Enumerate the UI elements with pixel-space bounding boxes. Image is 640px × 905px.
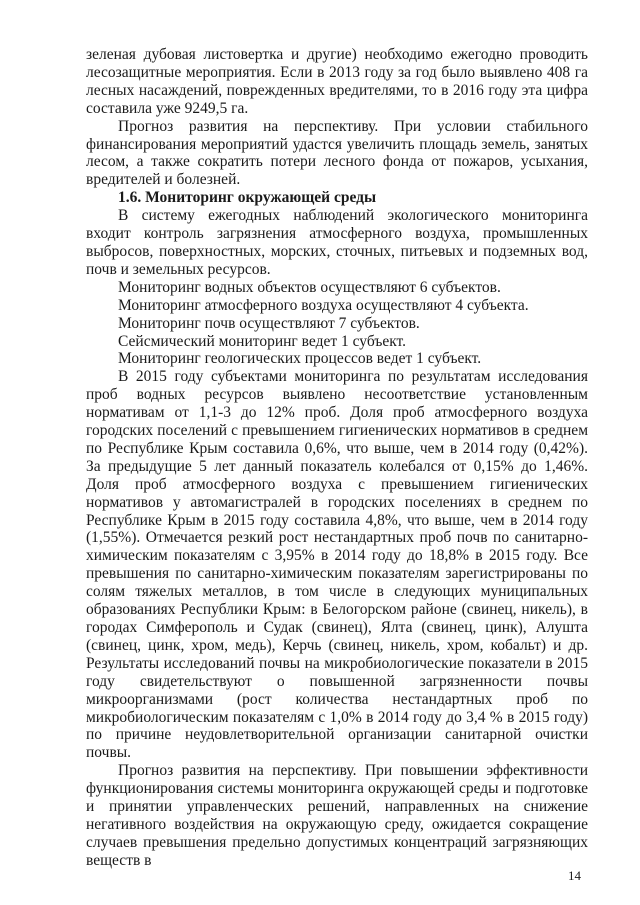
paragraph-monitoring-forecast: Прогноз развития на перспективу. При повышении эффективности функционирования системы мониторинга окружающей среды и подготовке и принятии управленческих решений, направленных на снижение негативного воздействия на окружающую среду, ожидается сокращение случаев превышения предельно допустимых концентраций загрязняющих веществ в: [86, 762, 588, 869]
paragraph-monitoring-system: В систему ежегодных наблюдений экологического мониторинга входит контроль загрязнения атмосферного воздуха, промышленных выбросов, поверхностных, морских, сточных, питьевых и подземных вод, почв и земельных ресурсов.: [86, 207, 588, 278]
section-heading: 1.6. Мониторинг окружающей среды: [118, 189, 377, 207]
paragraph-geological-monitoring: Мониторинг геологических процессов ведет 1 субъект.: [118, 350, 482, 368]
page-number: 14: [568, 868, 581, 883]
paragraph-pest-control: зеленая дубовая листовертка и другие) необходимо ежегодно проводить лесозащитные мероприятия. Если в 2013 году за год было выявлено 408 га лесных насаждений, поврежденных вредителями, то в 2016 году эта цифра составила уже 9249,5 га.: [86, 46, 588, 117]
paragraph-air-monitoring: Мониторинг атмосферного воздуха осуществляют 4 субъекта.: [118, 296, 529, 314]
paragraph-forest-forecast: Прогноз развития на перспективу. При условии стабильного финансирования мероприятий удастся увеличить площадь земель, занятых лесом, а также сократить потери лесного фонда от пожаров, усыхания, вредителей и болезней.: [86, 117, 588, 189]
paragraph-seismic-monitoring: Сейсмический мониторинг ведет 1 субъект.: [118, 332, 407, 350]
paragraph-results-2015: В 2015 году субъектами мониторинга по результатам исследования проб водных ресурсов выявлено несоответствие установленным нормативам от 1,1-3 до 12% проб. Доля проб атмосферного воздуха городских поселений с превышением гигиенических нормативов в среднем по Республике Крым составила 0,6%, что выше, чем в 2014 году (0,42%). За предыдущие 5 лет данный показатель колебался от 0,15% до 1,46%. Доля проб атмосферного воздуха с превышением гигиенических нормативов у автомагистралей в городских поселениях в среднем по Республике Крым в 2015 году составила 4,8%, что выше, чем в 2014 году (1,55%). Отмечается резкий рост нестандартных проб почв по санитарно-химическим показателям с 3,95% в 2014 году до 18,8% в 2015 году. Все превышения по санитарно-химическим показателям зарегистрированы по солям тяжелых металлов, в том числе в следующих муниципальных образованиях Республики Крым: в Белогорском районе (свинец, никель), в городах Симферополь и Судак (свинец), Ялта (свинец, цинк), Алушта (свинец, цинк, хром, медь), Керчь (свинец, никель, хром, кобальт) и др. Результаты исследований почвы на микробиологические показатели в 2015 году свидетельствуют о повышенной загрязненности почвы микроорганизмами (рост количества нестандартных проб по микробиологическим показателям с 1,0% в 2014 году до 3,4 % в 2015 году) по причине неудовлетворительной организации санитарной очистки почвы.: [86, 368, 588, 762]
body-text: [86, 46, 588, 870]
paragraph-soil-monitoring: Мониторинг почв осуществляют 7 субъектов.: [118, 314, 420, 332]
paragraph-water-monitoring: Мониторинг водных объектов осуществляют 6 субъектов.: [118, 278, 501, 296]
